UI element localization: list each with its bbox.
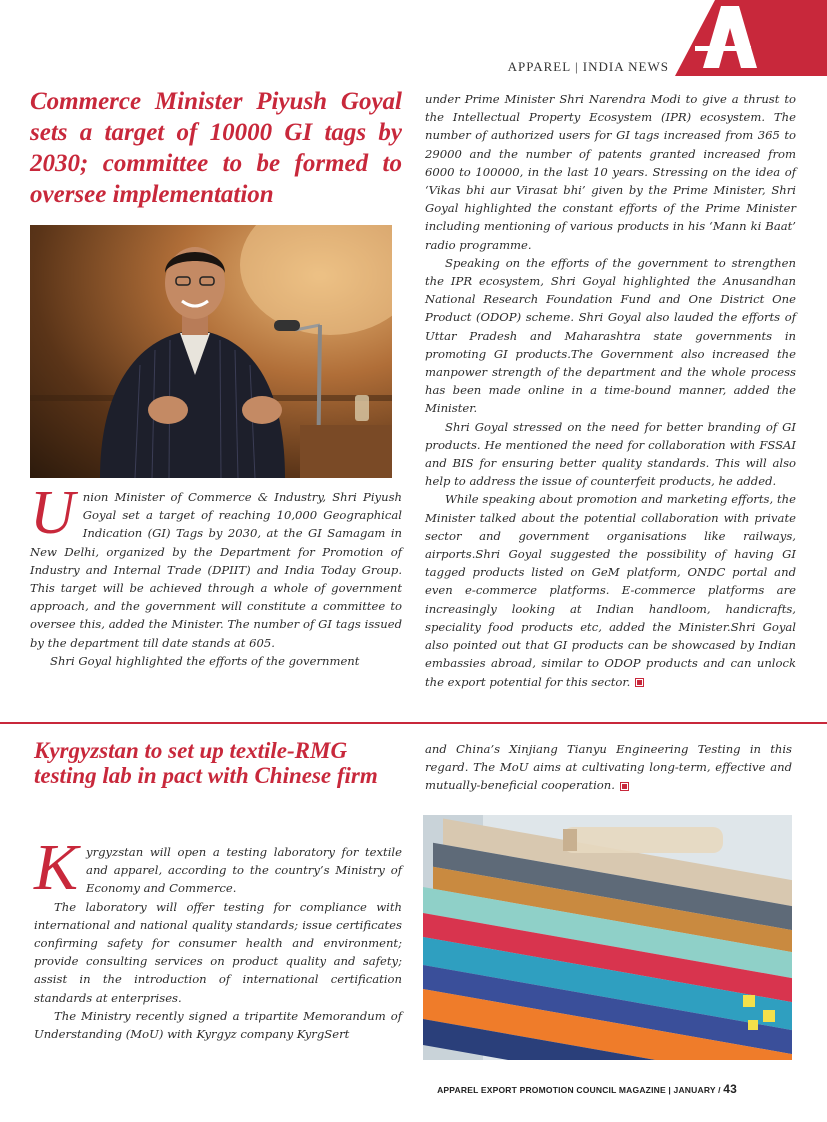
- article2-headline: Kyrgyzstan to set up textile-RMG testing lab in pact with Chinese firm: [34, 738, 378, 788]
- article2-column-right: [425, 740, 792, 795]
- drop-cap: U: [30, 479, 75, 547]
- article1-paragraph: under Prime Minister Shri Narendra Modi to give a thrust to the Intellectual Property Ecosystem (IPR) ecosystem. The number of authorized users for GI tags increased from 365 to 29000 and the number of patents granted increased from 6000 to 100000, in the last 10 years. Stressing on the idea of ‘Vikas bhi aur Virasat bhi’ given by the Prime Minister, Shri Goyal highlighted the constant efforts of the Prime Minister including mentioning of various products in his ‘Mann ki Baat’ radio programme.: [425, 92, 796, 252]
- end-of-article-icon: [621, 783, 628, 790]
- article1-column-left: [30, 479, 402, 670]
- article1-paragraph: Shri Goyal highlighted the efforts of the government: [50, 653, 360, 668]
- section-label: APPAREL | INDIA NEWS: [507, 59, 669, 74]
- article2-paragraph: The laboratory will offer testing for compliance with international and national quality standards; issue certificates confirming safety for consumer health and environment; provide consulting services on product quality and safety; assist in the introduction of international certification standards at enterprises.: [34, 899, 402, 1005]
- article2-column-left: [34, 831, 402, 1043]
- fabric-stack-photo: [423, 815, 792, 1060]
- article1-paragraph: Speaking on the efforts of the government to strengthen the IPR ecosystem, Shri Goyal highlighted the Anusandhan National Research Foundation Fund and One District One Product (ODOP) scheme. Shri Goyal also lauded the efforts of Uttar Pradesh and Maharashtra state governments in promoting GI products.The Government also increased the manpower strength of the department and the whole process has been made online in a time-bound manner, added the Minister.: [425, 255, 796, 416]
- article-divider: [0, 722, 827, 724]
- article1-paragraph: Union Minister of Commerce & Industry, Shri Piyush Goyal set a target of reaching 10,000 Geographical Indication (GI) Tags by 2030, at the GI Samagam in New Delhi, organized by the Department for Promotion of Industry and Internal Trade (DPIIT) and India Today Group. This target will be achieved through a whole of government approach, and the government will constitute a committee to oversee this, added the Minister. The number of GI tags issued by the department till date stands at 605.: [30, 479, 402, 650]
- page-number: 43: [723, 1082, 737, 1096]
- article2-paragraph: and China’s Xinjiang Tianyu Engineering Testing in this regard. The MoU aims at cultivating long-term, effective and mutually-beneficial cooperation.: [425, 742, 792, 793]
- article1-paragraph: While speaking about promotion and marketing efforts, the Minister talked about the potential collaboration with private sector and government organisations like railways, airports.Shri Goyal suggested the possibility of having GI tagged products listed on GeM platform, ONDC portal and even e-commerce platforms. E-commerce platforms are increasingly looking at Indian handloom, handicrafts, speciality food products etc, added the Minister.Shri Goyal also pointed out that GI products can be showcased by Indian embassies abroad, similar to ODOP products and can unlock the export potential for this sector.: [425, 492, 796, 689]
- article2-paragraph: Kyrgyzstan will open a testing laboratory for textile and apparel, according to the country’s Ministry of Economy and Commerce.: [34, 831, 402, 904]
- drop-cap: K: [34, 831, 79, 904]
- article1-headline: Commerce Minister Piyush Goyal sets a target of 10000 GI tags by 2030; committee to be formed to oversee implementation: [30, 88, 402, 208]
- article2-paragraph: The Ministry recently signed a tripartite Memorandum of Understanding (MoU) with Kyrgyz company KyrgSert: [34, 1008, 402, 1042]
- article1-paragraph: Shri Goyal stressed on the need for better branding of GI products. He mentioned the need for collaboration with FSSAI and BIS for ensuring better quality standards. This will also help to address the issue of counterfeit products, he added.: [425, 419, 796, 489]
- page-footer: APPAREL EXPORT PROMOTION COUNCIL MAGAZINE | JANUARY / 43: [437, 1082, 737, 1096]
- magazine-logo: [675, 0, 827, 76]
- article1-column-right: [425, 90, 796, 691]
- minister-speaking-photo: [30, 225, 392, 478]
- end-of-article-icon: [636, 679, 643, 686]
